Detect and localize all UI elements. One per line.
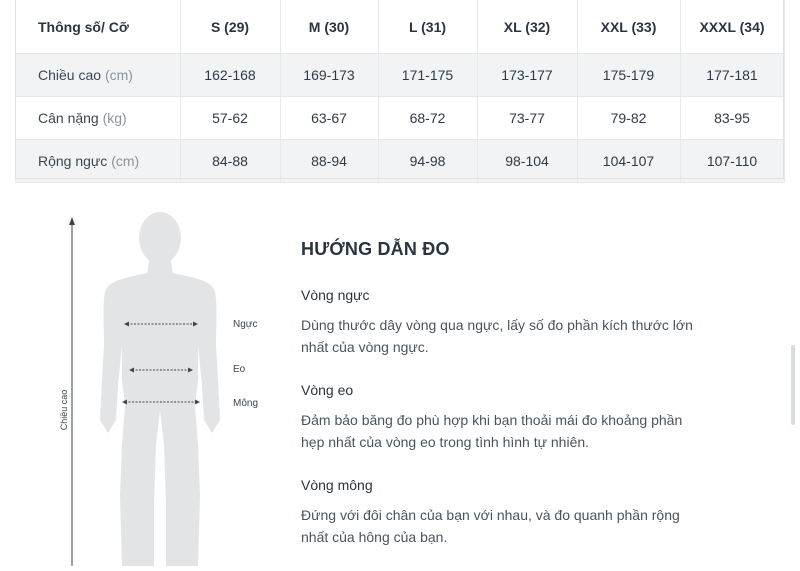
table-cell: 88-94 <box>280 140 378 183</box>
row-label <box>15 54 180 97</box>
row-unit: (kg) <box>102 110 127 126</box>
chest-label: Ngực <box>233 319 258 330</box>
chest-text-line: nhất của vòng ngực. <box>301 339 429 355</box>
hip-section-title: Vòng mông <box>301 477 373 493</box>
table-cell: 68-72 <box>378 97 477 140</box>
header-size-xxl: XXL (33) <box>577 0 680 54</box>
waist-section-title: Vòng eo <box>301 382 354 398</box>
table-cell: 83-95 <box>680 97 784 140</box>
scrollbar-thumb[interactable] <box>791 345 795 425</box>
hip-label: Mông <box>233 398 259 409</box>
table-cell: 173-177 <box>477 54 577 97</box>
table-cell: 162-168 <box>180 54 280 97</box>
table-cell: 169-173 <box>280 54 378 97</box>
table-cell: 107-110 <box>680 140 784 183</box>
waist-section-text <box>301 409 731 453</box>
table-cell: 171-175 <box>378 54 477 97</box>
table-cell: 98-104 <box>477 140 577 183</box>
waist-label: Eo <box>233 364 246 375</box>
table-cell: 94-98 <box>378 140 477 183</box>
height-axis-arrow <box>69 217 75 225</box>
row-unit: (cm) <box>104 67 133 83</box>
row-label-text: Rộng ngực <box>38 153 108 169</box>
row-label <box>15 97 180 140</box>
chest-text-line: Dùng thước dây vòng qua ngực, lấy số đo phần kích thước lớn <box>301 317 693 333</box>
header-size-m: M (30) <box>280 0 378 54</box>
height-axis-label: Chiều cao <box>59 389 69 431</box>
table-row <box>15 54 784 97</box>
row-label <box>15 140 180 183</box>
table-cell: 84-88 <box>180 140 280 183</box>
header-size-xxxl: XXXL (34) <box>680 0 784 54</box>
row-label-text: Chiều cao <box>38 67 102 83</box>
guide-title: HƯỚNG DẪN ĐO <box>301 239 450 259</box>
header-size-xl: XL (32) <box>477 0 577 54</box>
size-table <box>15 0 785 183</box>
table-cell: 73-77 <box>477 97 577 140</box>
table-row <box>15 97 784 140</box>
chest-section-text <box>301 314 731 358</box>
body-silhouette <box>50 205 280 566</box>
row-label-text: Cân nặng <box>38 110 99 126</box>
table-cell: 177-181 <box>680 54 784 97</box>
header-size-s: S (29) <box>180 0 280 54</box>
waist-text-line: hẹp nhất của vòng eo trong tình hình tự nhiên. <box>301 434 590 450</box>
hip-text-line: nhất của hông của bạn. <box>301 529 448 545</box>
table-cell: 79-82 <box>577 97 680 140</box>
hip-text-line: Đứng với đôi chân của bạn với nhau, và đo quanh phần rộng <box>301 507 680 523</box>
header-spec: Thông số/ Cỡ <box>15 0 180 54</box>
table-cell: 104-107 <box>577 140 680 183</box>
table-cell: 57-62 <box>180 97 280 140</box>
table-cell: 175-179 <box>577 54 680 97</box>
chest-section-title: Vòng ngực <box>301 287 370 303</box>
waist-text-line: Đảm bảo băng đo phù hợp khi bạn thoải mái đo khoảng phần <box>301 412 683 428</box>
body-measurement-figure <box>50 205 280 566</box>
human-silhouette <box>100 212 220 566</box>
header-size-l: L (31) <box>378 0 477 54</box>
table-cell: 63-67 <box>280 97 378 140</box>
table-header-row <box>15 0 784 54</box>
hip-section-text <box>301 504 731 548</box>
row-unit: (cm) <box>111 153 140 169</box>
table-row <box>15 140 784 183</box>
